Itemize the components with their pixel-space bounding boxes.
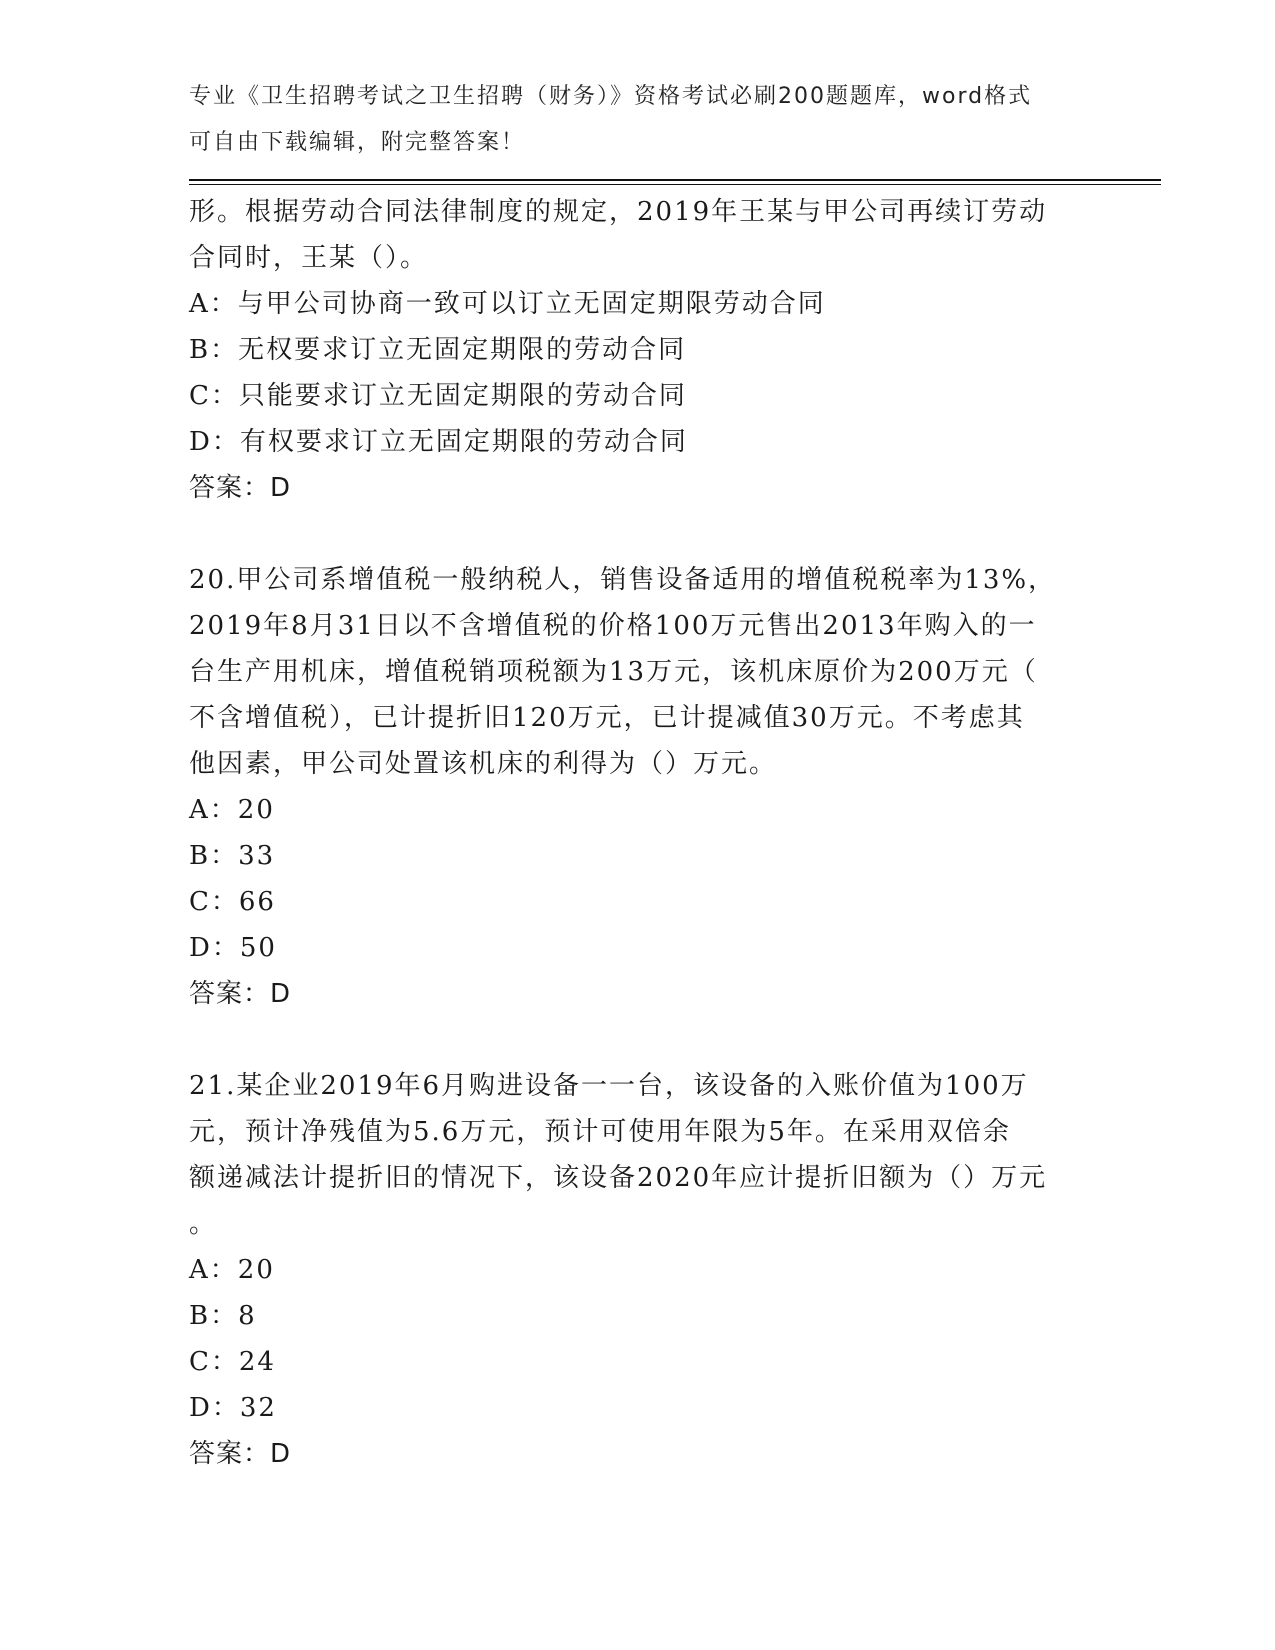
- option-d: D：32: [189, 1393, 277, 1423]
- answer-label: 答案：D: [189, 1439, 292, 1469]
- document-header: [189, 74, 1089, 166]
- header-line-2: 可自由下载编辑，附完整答案！: [189, 130, 526, 155]
- header-divider-thick: [189, 179, 1161, 181]
- question-21: [189, 1063, 1089, 1477]
- question-text-line: 形。根据劳动合同法律制度的规定，2019年王某与甲公司再续订劳动: [189, 197, 1048, 227]
- question-text-line: 元，预计净残值为5.6万元，预计可使用年限为5年。在采用双倍余: [189, 1117, 1011, 1147]
- answer-label: 答案：D: [189, 979, 292, 1009]
- question-text-line: 21.某企业2019年6月购进设备一一台，该设备的入账价值为100万: [189, 1071, 1029, 1101]
- spacer: [189, 511, 1089, 557]
- option-c: C：24: [189, 1347, 276, 1377]
- option-b: B：33: [189, 841, 276, 871]
- answer-label: 答案：D: [189, 473, 292, 503]
- option-a: A：与甲公司协商一致可以订立无固定期限劳动合同: [189, 289, 826, 319]
- option-b: B：8: [189, 1301, 257, 1331]
- question-text-line: 他因素，甲公司处置该机床的利得为（）万元。: [189, 749, 778, 779]
- spacer: [189, 1017, 1089, 1063]
- question-19: [189, 189, 1089, 511]
- option-d: D：50: [189, 933, 277, 963]
- question-text-line: 20.甲公司系增值税一般纳税人，销售设备适用的增值税税率为13%，: [189, 565, 1057, 595]
- option-c: C：只能要求订立无固定期限的劳动合同: [189, 381, 687, 411]
- option-a: A：20: [189, 795, 275, 825]
- option-a: A：20: [189, 1255, 275, 1285]
- header-divider-thin: [189, 184, 1161, 185]
- question-text-line: 台生产用机床，增值税销项税额为13万元，该机床原价为200万元（: [189, 657, 1038, 687]
- question-text-line: 2019年8月31日以不含增值税的价格100万元售出2013年购入的一: [189, 611, 1037, 641]
- option-d: D：有权要求订立无固定期限的劳动合同: [189, 427, 688, 457]
- option-b: B：无权要求订立无固定期限的劳动合同: [189, 335, 687, 365]
- question-text-line: 额递减法计提折旧的情况下，该设备2020年应计提折旧额为（）万元: [189, 1163, 1048, 1193]
- question-content: [189, 189, 1089, 1477]
- question-20: [189, 557, 1089, 1017]
- question-text-line: 不含增值税），已计提折旧120万元，已计提减值30万元。不考虑其: [189, 703, 1025, 733]
- header-line-1: 专业《卫生招聘考试之卫生招聘（财务）》资格考试必刷200题题库，word格式: [189, 84, 1033, 109]
- option-c: C：66: [189, 887, 276, 917]
- question-text-line: 。: [189, 1209, 218, 1239]
- question-text-line: 合同时，王某（）。: [189, 243, 429, 273]
